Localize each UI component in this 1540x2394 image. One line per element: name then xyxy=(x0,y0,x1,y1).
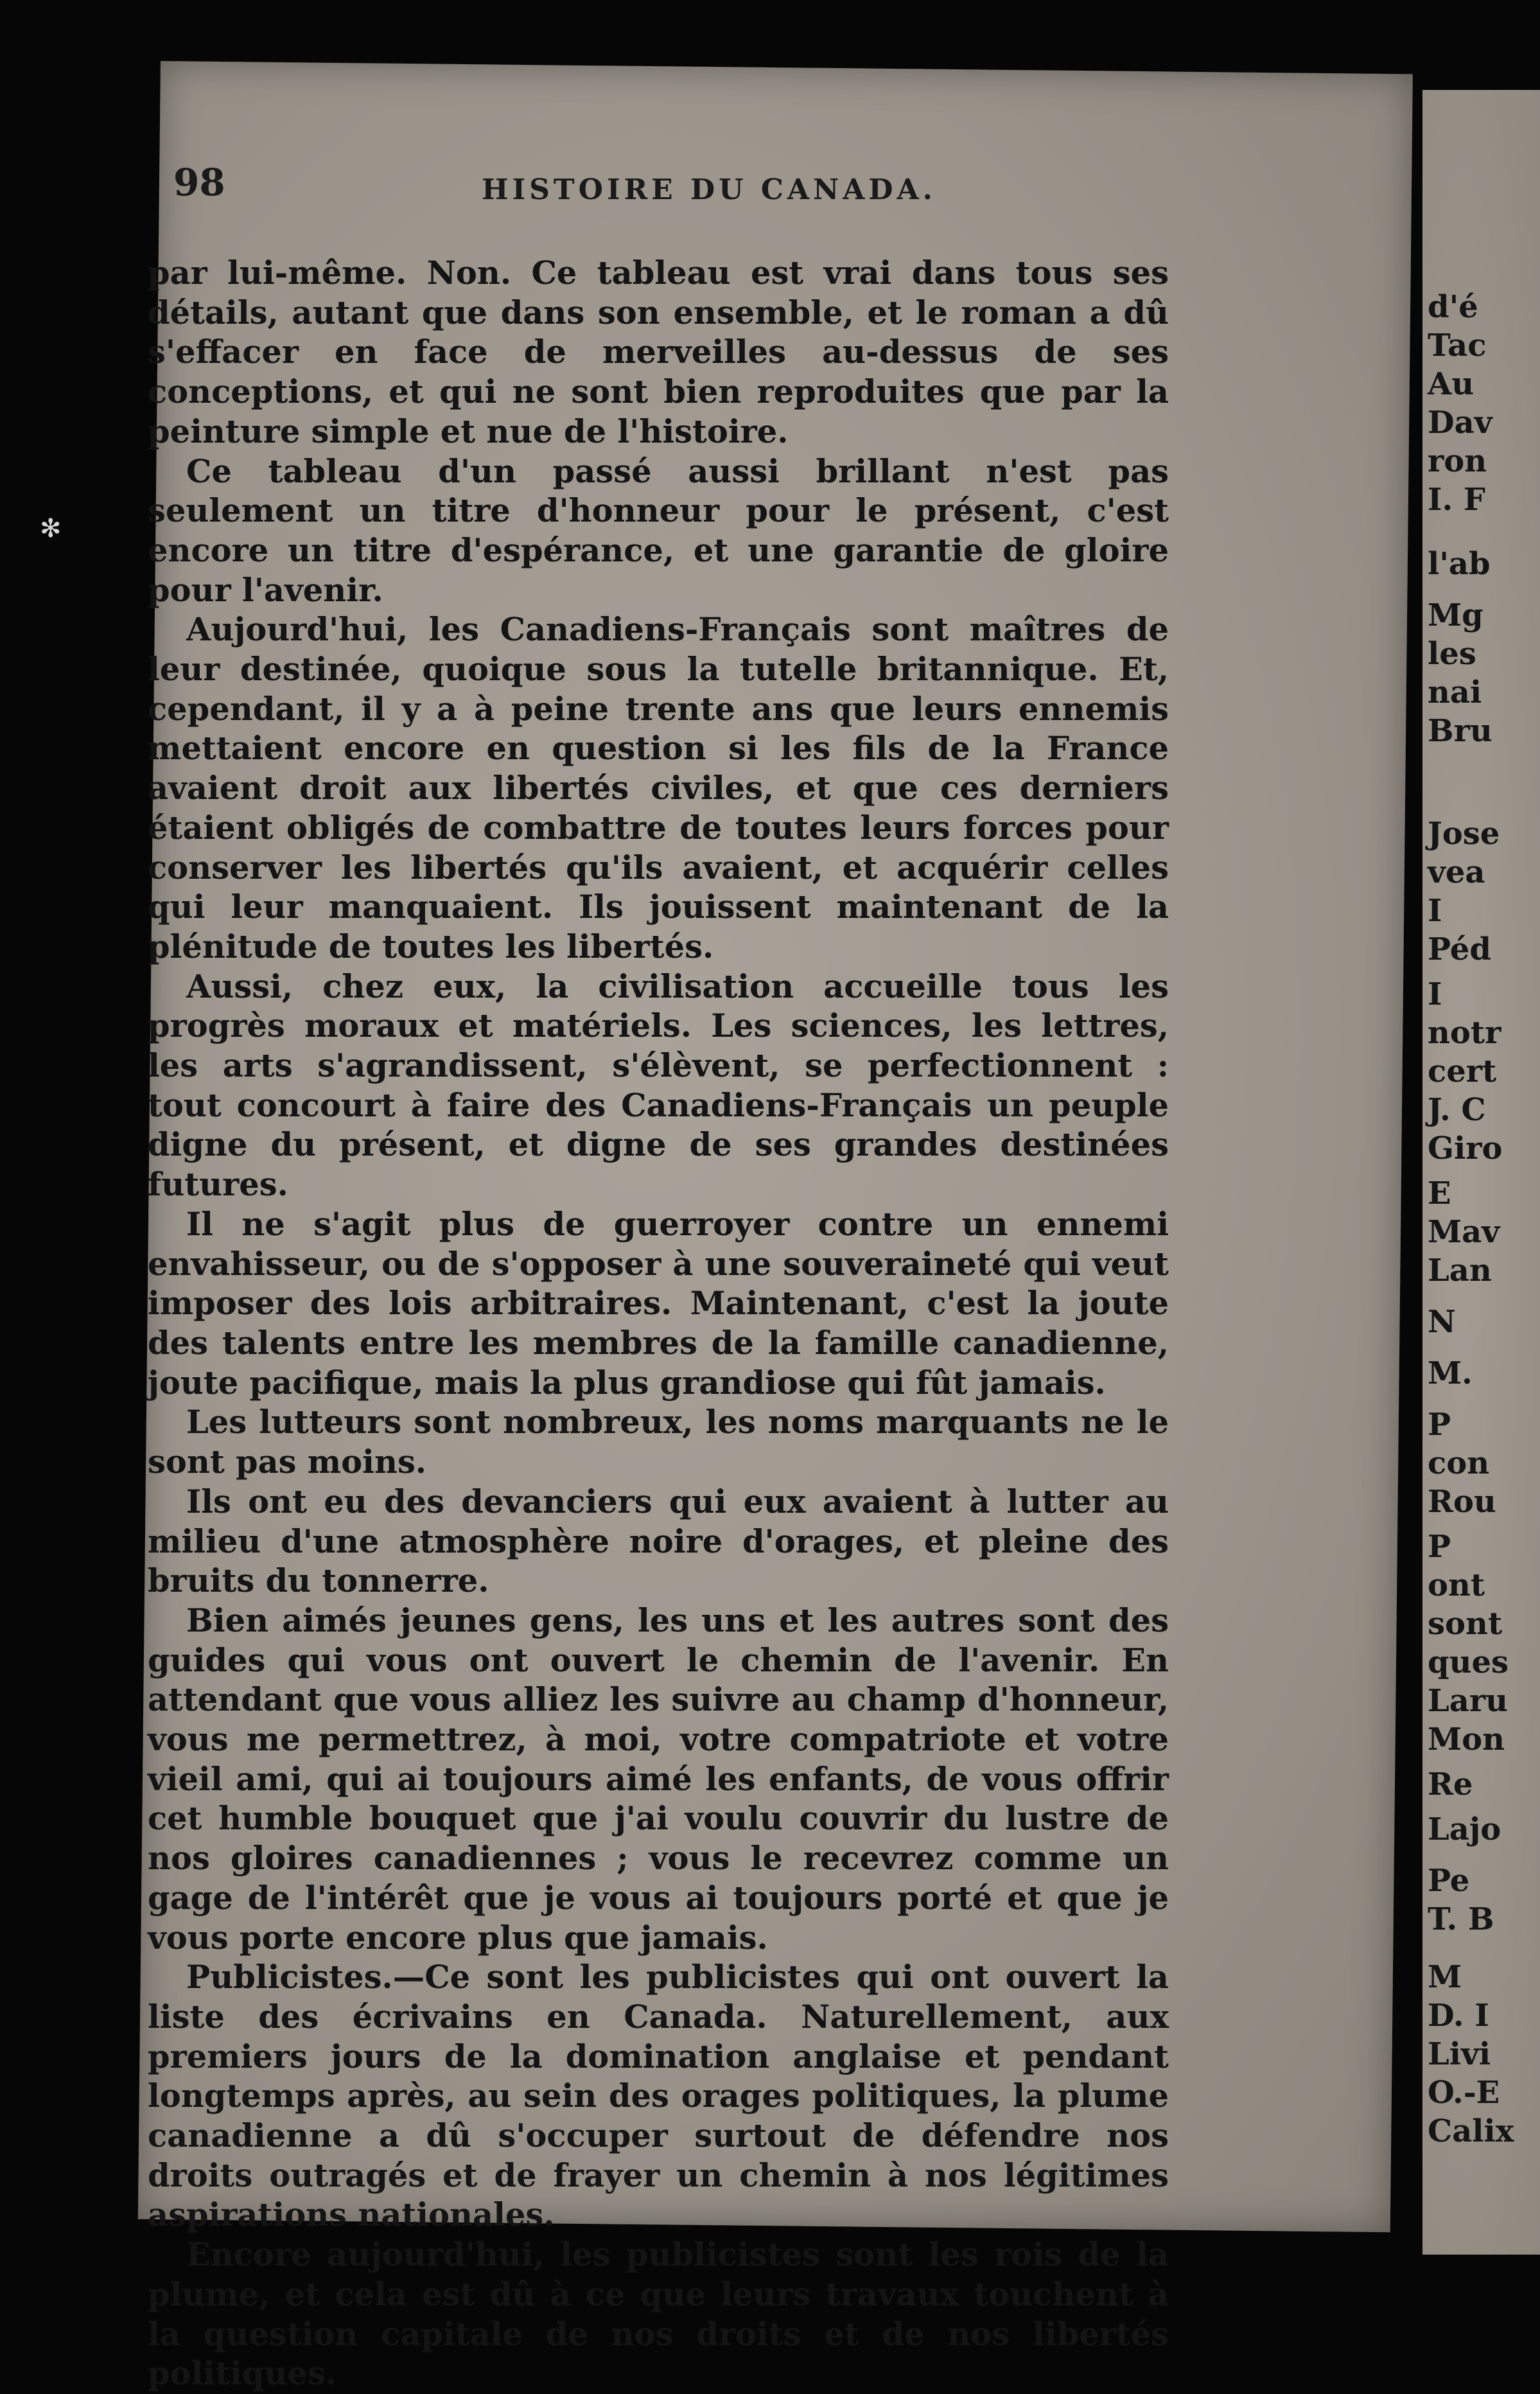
facing-line: E xyxy=(1428,1175,1451,1211)
facing-line: l'ab xyxy=(1428,546,1491,582)
facing-line: Livi xyxy=(1428,2036,1491,2072)
gutter-smudge: ✻ xyxy=(40,514,62,543)
facing-line: T. B xyxy=(1428,1901,1494,1937)
facing-line: ont xyxy=(1428,1567,1485,1603)
facing-line: Lajo xyxy=(1428,1811,1501,1847)
page-header xyxy=(173,161,1214,212)
paragraph: Aujourd'hui, les Canadiens-Français sont maîtres de leur destinée, quoique sous la tutelle britannique. Et, cependant, il y a à peine trente ans que leurs ennemis mettaient encore en question si les fils de la France avaient droit aux libertés civiles, et que ces derniers étaient obligés de combattre de toutes leurs forces pour conserver les libertés qu'ils avaient, et acquérir celles qui leur manquaient. Ils jouissent maintenant de la plénitude de toutes les libertés. xyxy=(148,611,1169,965)
publicistes-paragraph xyxy=(148,1958,1169,2235)
section-text: —Ce sont les publicistes qui ont ouvert la liste des écrivains en Canada. Naturellement, aux premiers jours de la domination anglaise et pendant longtemps après, au sein des orages politiques, la plume canadienne a dû s'occuper surtout de défendre nos droits outragés et de frayer un chemin à nos légitimes aspirations nationales. xyxy=(148,1958,1169,2234)
facing-line: Dav xyxy=(1428,405,1492,441)
paragraph: Aussi, chez eux, la civilisation accueille tous les progrès moraux et matériels. Les sciences, les lettres, les arts s'agrandissent, s'élèvent, se perfectionnent : tout concourt à faire des Canadiens-Français un peuple digne du présent, et digne de ses grandes destinées futures. xyxy=(148,967,1169,1204)
running-title: HISTOIRE DU CANADA. xyxy=(482,173,936,206)
paragraph: Ce tableau d'un passé aussi brillant n'est pas seulement un titre d'honneur pour le présent, c'est encore un titre d'espérance, et une garantie de gloire pour l'avenir. xyxy=(148,452,1169,609)
facing-line: notr xyxy=(1428,1015,1501,1051)
facing-line: M. xyxy=(1428,1355,1473,1391)
facing-line: D. I xyxy=(1428,1998,1489,2034)
facing-line: I xyxy=(1428,893,1442,929)
facing-line: con xyxy=(1428,1445,1490,1481)
facing-page xyxy=(1422,90,1540,2255)
facing-line: Lan xyxy=(1428,1253,1492,1289)
facing-line: Rou xyxy=(1428,1484,1496,1520)
facing-line: Péd xyxy=(1428,931,1491,967)
facing-line: ron xyxy=(1428,443,1487,479)
facing-line: nai xyxy=(1428,674,1482,710)
facing-line: O.-E xyxy=(1428,2075,1500,2111)
paragraph: Il ne s'agit plus de guerroyer contre un ennemi envahisseur, ou de s'opposer à une souveraineté qui veut imposer des lois arbitraires. Maintenant, c'est la joute des talents entre les membres de la famille canadienne, joute pacifique, mais la plus grandiose qui fût jamais. xyxy=(148,1205,1169,1402)
facing-line: M xyxy=(1428,1959,1462,1995)
paragraph: par lui-même. Non. Ce tableau est vrai dans tous ses détails, autant que dans son ensemble, et le roman a dû s'effacer en face de merveilles au-dessus de ses conceptions, et qui ne sont bien reproduites que par la peinture simple et nue de l'histoire. xyxy=(148,254,1169,450)
facing-line: cert xyxy=(1428,1053,1497,1089)
facing-line: vea xyxy=(1428,854,1485,890)
paragraph: Les lutteurs sont nombreux, les noms marquants ne le sont pas moins. xyxy=(148,1404,1169,1481)
facing-line: Bru xyxy=(1428,713,1492,749)
facing-line: Tac xyxy=(1428,328,1487,364)
body-text xyxy=(148,254,1169,2394)
facing-line: Calix xyxy=(1428,2113,1514,2149)
facing-line: J. C xyxy=(1428,1092,1486,1128)
paragraph: Ils ont eu des devanciers qui eux avaient à lutter au milieu d'une atmosphère noire d'orages, et pleine des bruits du tonnerre. xyxy=(148,1483,1169,1600)
facing-line: d'é xyxy=(1428,289,1478,325)
facing-line: P xyxy=(1428,1529,1451,1565)
facing-line: Pe xyxy=(1428,1863,1470,1899)
facing-line: P xyxy=(1428,1407,1451,1443)
facing-line: Laru xyxy=(1428,1683,1509,1719)
facing-line: N xyxy=(1428,1304,1456,1340)
facing-line: Mg xyxy=(1428,597,1483,633)
facing-line: Re xyxy=(1428,1766,1473,1802)
facing-line: Au xyxy=(1428,366,1474,402)
facing-line: Mav xyxy=(1428,1214,1500,1250)
facing-line: Jose xyxy=(1428,816,1500,852)
facing-line: sont xyxy=(1428,1606,1503,1642)
facing-line: I. F xyxy=(1428,482,1485,518)
facing-line: Mon xyxy=(1428,1721,1505,1757)
facing-line: Giro xyxy=(1428,1131,1503,1166)
paragraph: Bien aimés jeunes gens, les uns et les autres sont des guides qui vous ont ouvert le chemin de l'avenir. En attendant que vous alliez les suivre au champ d'honneur, vous me permettrez, à moi, votre compatriote et votre vieil ami, qui ai toujours aimé les enfants, de vous offrir cet humble bouquet que j'ai voulu couvrir du lustre de nos gloires canadiennes ; vous le recevrez comme un gage de l'intérêt que je vous ai toujours porté et que je vous porte encore plus que jamais. xyxy=(148,1601,1169,1957)
paragraph: Encore aujourd'hui, les publicistes sont les rois de la plume, et cela est dû à ce que leurs travaux touchent à la question capitale de nos droits et de nos libertés politiques. xyxy=(148,2236,1169,2393)
section-heading: Publicistes. xyxy=(186,1958,393,1996)
facing-line: les xyxy=(1428,636,1476,672)
facing-line: I xyxy=(1428,976,1442,1012)
page-number: 98 xyxy=(173,161,225,204)
facing-line: ques xyxy=(1428,1644,1509,1680)
